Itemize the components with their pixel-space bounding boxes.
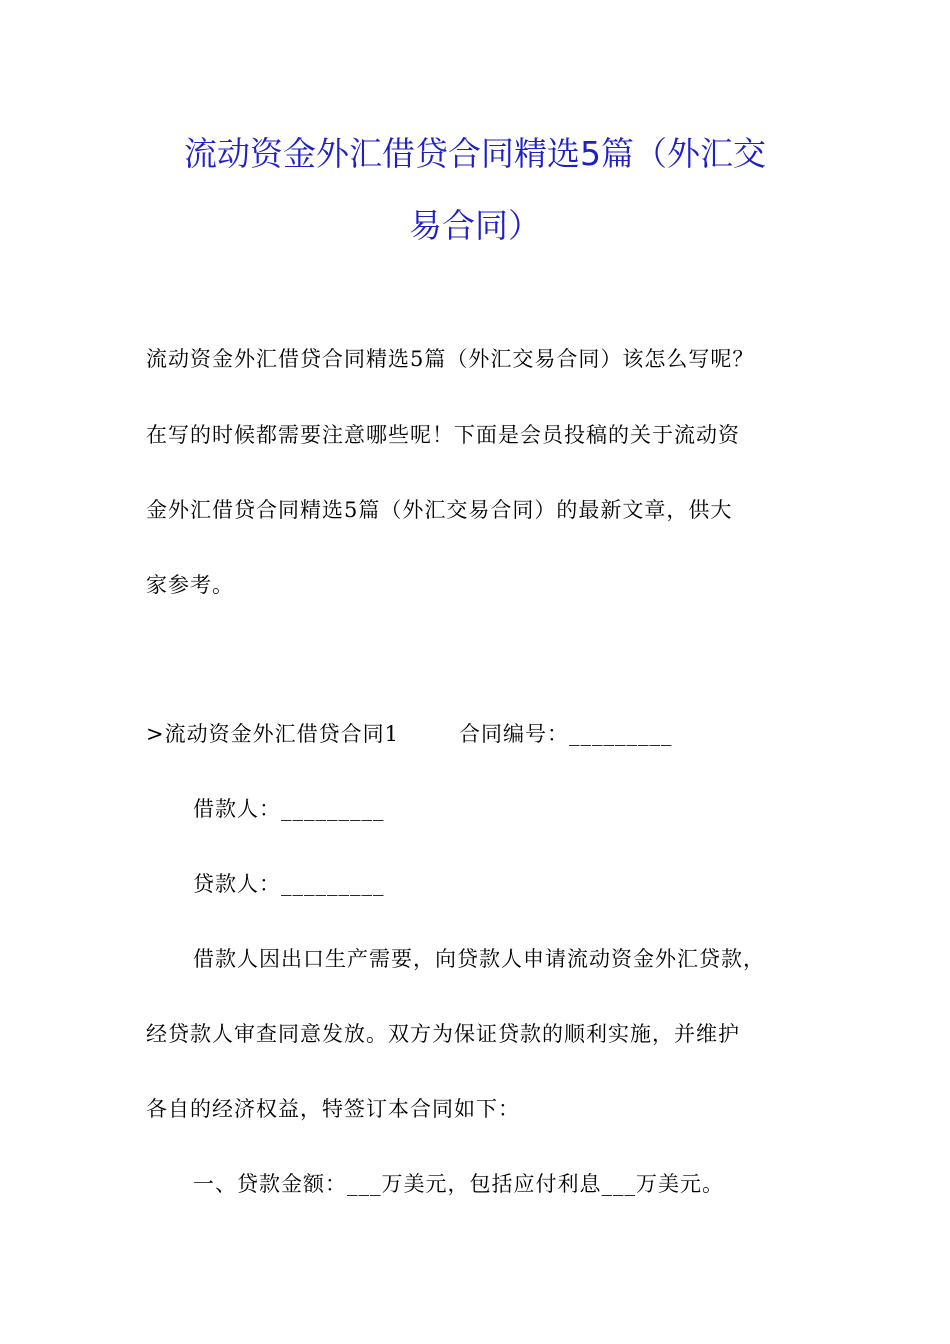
intro-line-2: 在写的时候都需要注意哪些呢！下面是会员投稿的关于流动资: [146, 423, 740, 447]
clause-1: 一、贷款金额：___万美元，包括应付利息___万美元。: [193, 1172, 724, 1196]
contract-body-line-3: 各自的经济权益，特签订本合同如下：: [146, 1097, 520, 1121]
intro-line-1: 流动资金外汇借贷合同精选5篇（外汇交易合同）该怎么写呢？: [146, 347, 755, 371]
borrower-line: 借款人：_________: [193, 797, 385, 821]
contract-body-line-2: 经贷款人审查同意发放。双方为保证贷款的顺利实施，并维护: [146, 1022, 740, 1046]
intro-line-4: 家参考。: [146, 573, 234, 597]
intro-line-3: 金外汇借贷合同精选5篇（外汇交易合同）的最新文章，供大: [146, 498, 733, 522]
document-title-line-2: 易合同）: [409, 206, 541, 245]
contract-number-label: 合同编号：_________: [458, 722, 673, 746]
contract-heading-row: [146, 720, 672, 748]
contract-body-line-1: 借款人因出口生产需要，向贷款人申请流动资金外汇贷款，: [193, 947, 765, 971]
contract-heading: >流动资金外汇借贷合同1: [146, 722, 399, 746]
lender-line: 贷款人：_________: [193, 872, 385, 896]
document-title-line-1: 流动资金外汇借贷合同精选5篇（外汇交: [184, 134, 766, 173]
